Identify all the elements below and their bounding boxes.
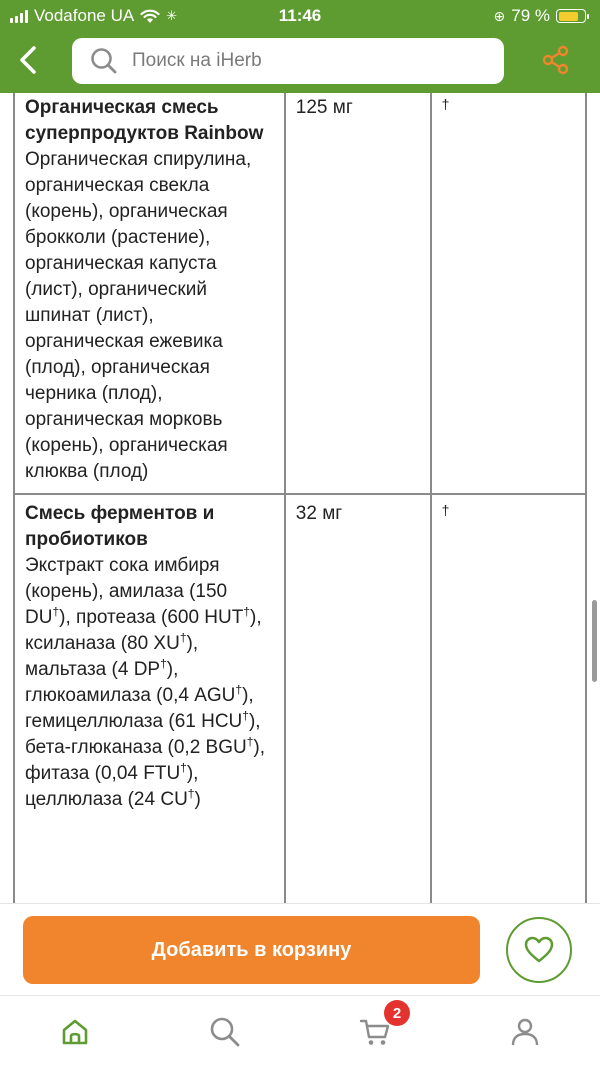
ingredient-description: Экстракт сока имбиря (корень), амилаза (150 DU†), протеаза (600 HUT†), ксиланаза (80 XU†), мальтаза (4 DP†), глюкоамилаза (0,4 AGU†), гемицеллюлаза (61 HCU†), бета-глюканаза (0,2 BGU†), фитаза (0,04 FTU†), целлюлаза (24 CU†): [25, 555, 266, 810]
back-button[interactable]: [10, 42, 46, 78]
ingredient-cell: [14, 494, 285, 903]
scrollbar[interactable]: [592, 600, 597, 682]
table-row: [14, 494, 586, 903]
search-placeholder: Поиск на iHerb: [132, 50, 262, 71]
add-to-cart-button[interactable]: Добавить в корзину: [23, 916, 480, 984]
carrier-label: Vodafone UA: [34, 6, 135, 25]
battery-icon: [556, 9, 586, 23]
user-icon: [510, 1017, 540, 1047]
share-button[interactable]: [540, 44, 572, 76]
amount-cell: 125 мг: [285, 93, 431, 494]
rotation-lock-icon: ⊕: [493, 7, 506, 24]
ingredient-cell: [14, 93, 285, 494]
battery-percent: 79 %: [511, 6, 550, 25]
search-field[interactable]: [72, 38, 504, 84]
table-row: [14, 93, 586, 494]
home-icon: [60, 1017, 90, 1047]
purchase-bar: [0, 903, 600, 996]
activity-icon: ✳: [166, 8, 178, 23]
top-bar: [0, 0, 600, 93]
amount-cell: 32 мг: [285, 494, 431, 903]
heart-icon: [524, 936, 554, 964]
status-bar: [0, 0, 600, 32]
daily-value-cell: †: [431, 494, 586, 903]
ingredient-name: Смесь ферментов и пробиотиков: [25, 503, 215, 550]
supplement-facts-table: [13, 93, 587, 903]
tab-account[interactable]: [505, 1012, 545, 1052]
daily-value-cell: †: [431, 93, 586, 494]
ingredient-description: Органическая спирулина, органическая свекла (корень), органическая брокколи (растение), органическая капуста (лист), органический шпинат (лист), органическая ежевика (плод), органическая черника (плод), органическая морковь (корень), органическая клюква (плод): [25, 149, 252, 482]
favorite-button[interactable]: [506, 917, 572, 983]
chevron-left-icon: [17, 45, 39, 75]
search-icon: [209, 1016, 241, 1048]
tab-home[interactable]: [55, 1012, 95, 1052]
search-icon: [90, 47, 118, 75]
tab-bar: [0, 995, 600, 1067]
ingredient-name: Органическая смесь суперпродуктов Rainbow: [25, 97, 264, 144]
cart-count-badge: 2: [384, 1000, 410, 1026]
clock: 11:46: [278, 6, 322, 25]
share-icon: [540, 44, 572, 76]
tab-search[interactable]: [205, 1012, 245, 1052]
supplement-facts-panel[interactable]: [0, 93, 600, 903]
